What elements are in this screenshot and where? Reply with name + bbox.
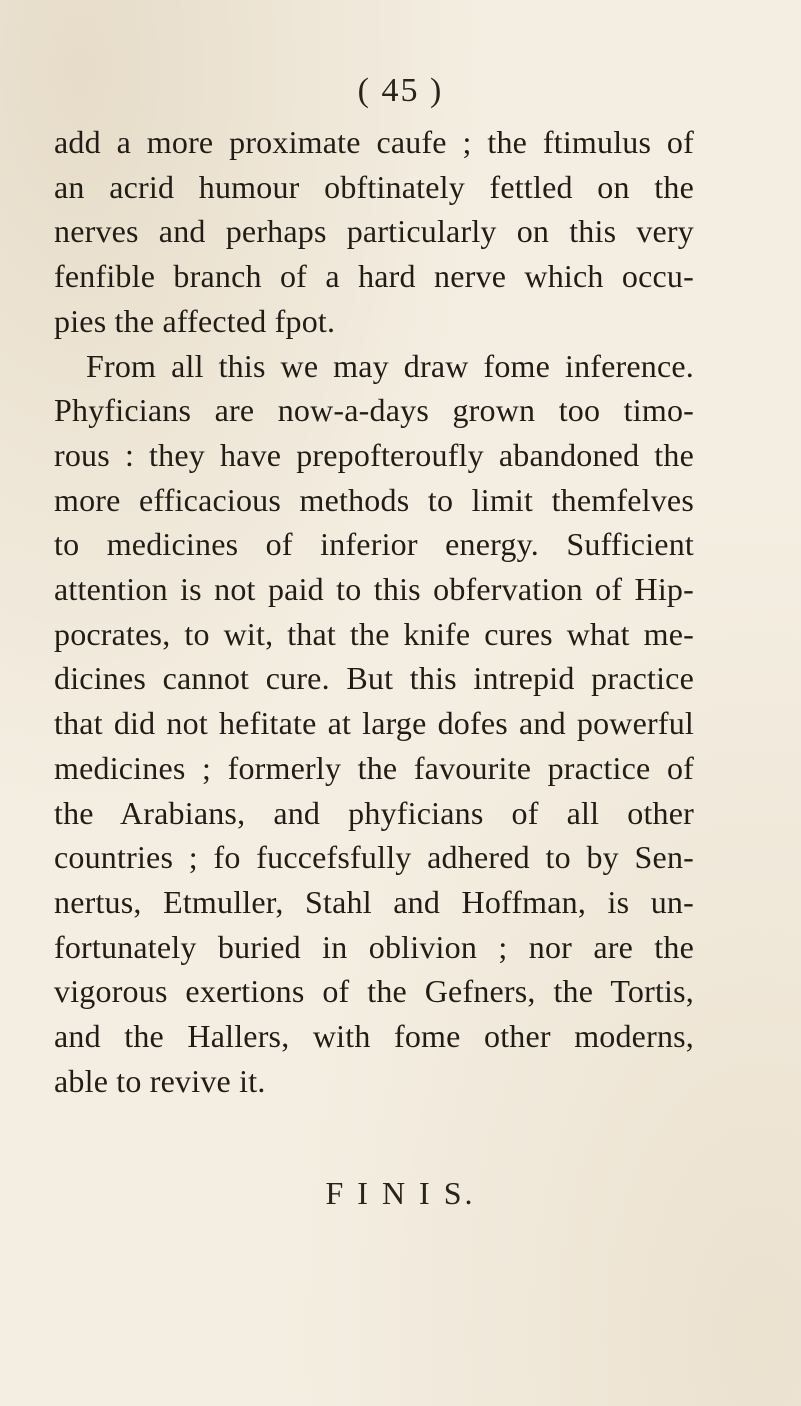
text-line: nertus, Etmuller, Stahl and Hoffman, is un- — [54, 883, 694, 920]
text-line: to medicines of inferior energy. Sufficient — [54, 526, 694, 563]
text-line: able to revive it. — [54, 1062, 266, 1099]
text-line: nerves and perhaps particularly on this very — [54, 213, 694, 250]
text-line: fortunately buried in oblivion ; nor are the — [54, 928, 694, 965]
text-line: vigorous exertions of the Gefners, the Tortis, — [54, 973, 694, 1010]
finis-heading: F I N I S. — [325, 1175, 476, 1211]
text-line: fenfible branch of a hard nerve which occu- — [54, 258, 694, 295]
page-number: ( 45 ) — [357, 72, 444, 109]
text-line: From all this we may draw fome inference. — [86, 347, 694, 384]
text-line: and the Hallers, with fome other moderns, — [54, 1018, 694, 1055]
text-line: more efficacious methods to limit themfelves — [54, 481, 694, 518]
text-line: dicines cannot cure. But this intrepid practice — [54, 660, 694, 697]
text-line: rous : they have prepofteroufly abandoned the — [54, 436, 694, 473]
text-line: an acrid humour obftinately fettled on the — [54, 168, 694, 205]
text-line: Phyficians are now-a-days grown too timo- — [54, 392, 694, 429]
text-line: attention is not paid to this obfervation of Hip- — [54, 571, 694, 608]
text-line: countries ; fo fuccefsfully adhered to by Sen- — [54, 839, 694, 876]
body-text — [54, 120, 694, 1103]
text-line: pies the affected fpot. — [54, 302, 336, 339]
text-line: pocrates, to wit, that the knife cures what me- — [54, 615, 694, 652]
text-line: add a more proximate caufe ; the ftimulus of — [54, 124, 694, 160]
text-line: the Arabians, and phyficians of all other — [54, 794, 694, 831]
text-line: medicines ; formerly the favourite practice of — [54, 749, 694, 786]
text-line: that did not hefitate at large dofes and powerful — [54, 705, 694, 742]
